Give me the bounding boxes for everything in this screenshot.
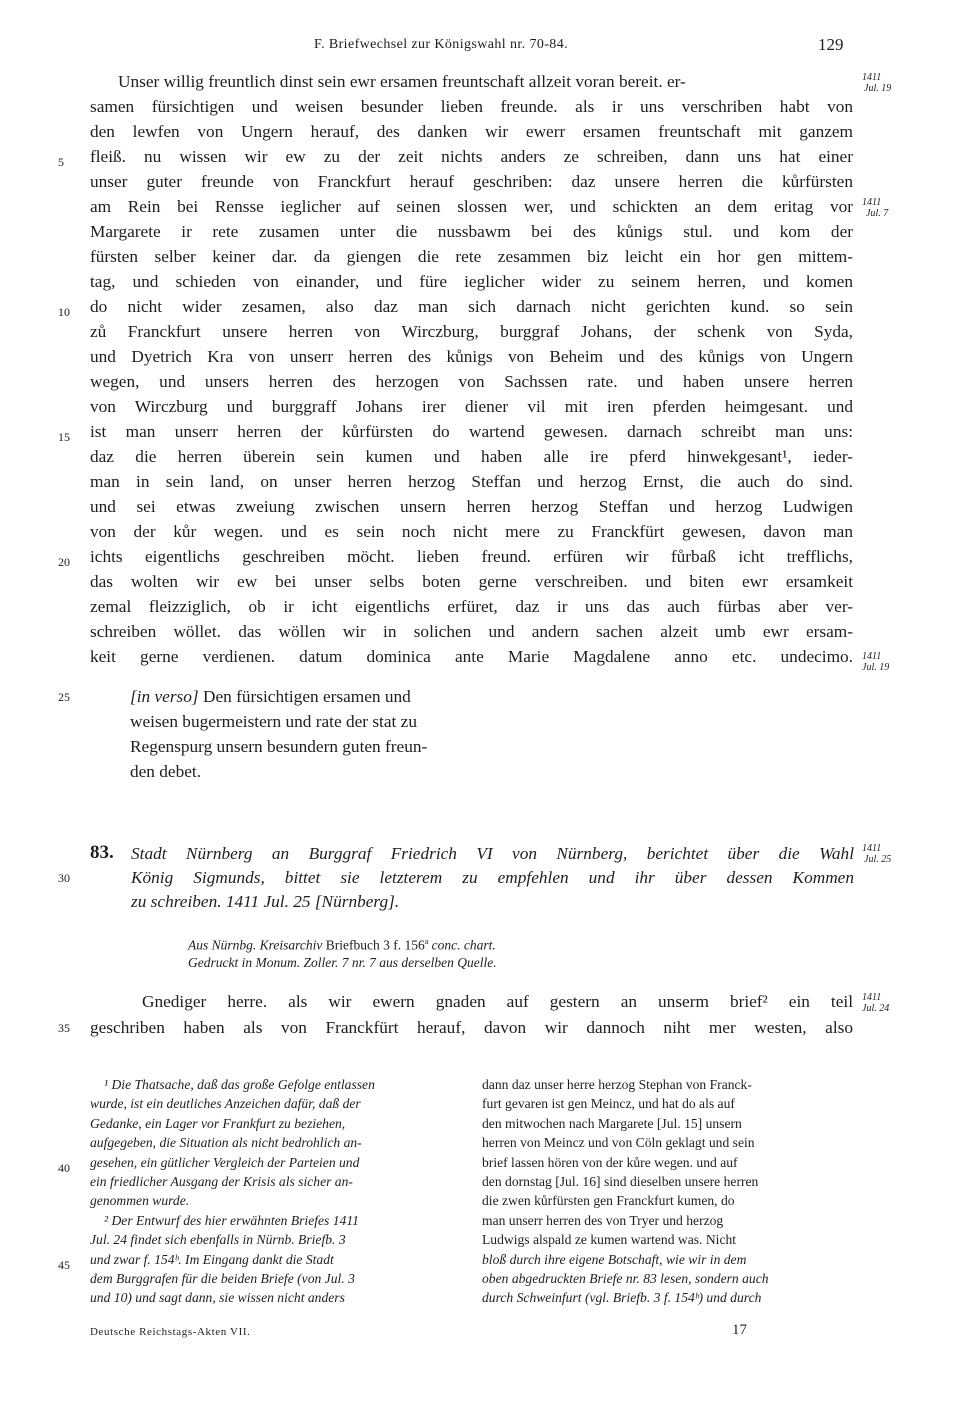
letter-text-line: zů Franckfurt unsere herren von Wirczburg, burggraf Johans, der schenk von Syda,: [90, 322, 853, 341]
letter-text-line: samen fürsichtigen und weisen besunder lieben freunde. als ir uns verschriben habt von: [90, 97, 853, 116]
footnote-line: man unserr herren des von Tryer und herzog: [482, 1212, 724, 1228]
letter-text-line: daz die herren überein sein kumen und haben alle ire pferd hinwekgesant¹, ieder-: [90, 447, 853, 466]
running-title: F. Briefwechsel zur Königswahl nr. 70-84.: [314, 37, 569, 52]
margin-date: 1411 Jul. 25: [862, 843, 892, 865]
margin-date: 1411 Jul. 19: [862, 72, 892, 94]
line-number: 10: [58, 305, 70, 319]
letter-text-line: zemal fleizziglich, ob ir icht eigentlichs erfüret, daz ir uns das auch fürbas aber ver-: [90, 597, 853, 616]
letter-text-line: tag, und schieden von einander, und füre ieglicher wider zu seinem herren, und komen: [90, 272, 853, 291]
footnote-line: bloß durch ihre eigene Botschaft, wie wir in dem: [482, 1251, 747, 1267]
letter-text-line: wegen, und unsers herren des herzogen von Sachssen rate. und haben unsere herren: [90, 372, 853, 391]
source-line: Gedruckt in Monum. Zoller. 7 nr. 7 aus derselben Quelle.: [188, 955, 497, 970]
margin-date: 1411 Jul. 7: [862, 197, 889, 219]
letter-text-line: ichts eigentlichs geschreiben möcht. lieben freund. erfüren wir fůrbaß icht trefflichs,: [90, 547, 853, 566]
entry-83-text-line: Gnediger herre. als wir ewern gnaden auf gestern an unserm brief² ein teil: [142, 992, 853, 1011]
footnote-line: die zwen kůrfürsten gen Franckfurt kumen, do: [482, 1193, 735, 1209]
line-number: 20: [58, 555, 70, 569]
margin-date: 1411 Jul. 19: [862, 651, 890, 673]
footnote-line: Gedanke, ein Lager vor Frankfurt zu beziehen,: [90, 1115, 346, 1131]
address-line: weisen bugermeistern und rate der stat zu: [130, 712, 417, 731]
letter-text-line: das wolten wir ew bei unser selbs boten gerne verschreiben. und biten ewr ersamkeit: [90, 572, 853, 591]
address-line: Regenspurg unsern besundern guten freun-: [130, 737, 428, 756]
letter-text-line: und Dyetrich Kra von unserr herren des kůnigs von Beheim und des kůnigs von Ungern: [90, 347, 853, 366]
letter-text-line: fürsten selber keiner dar. da giengen die rete zesammen biz leicht ein hor gen mittem-: [90, 247, 853, 266]
address-line: Den fürsichtigen ersamen und: [202, 687, 411, 706]
entry-heading-line: zu schreiben. 1411 Jul. 25 [Nürnberg].: [131, 892, 400, 911]
footnote-line: dem Burggrafen für die beiden Briefe (von Jul. 3: [90, 1271, 355, 1286]
line-number: 40: [58, 1161, 70, 1175]
letter-text-line: fleiß. nu wissen wir ew zu der zeit nichts anders ze schreiben, dann uns hat einer: [90, 147, 853, 166]
entry-heading-line: König Sigmunds, bittet sie letzterem zu empfehlen und ihr über dessen Kommen: [131, 868, 854, 887]
line-number: 45: [58, 1258, 70, 1272]
line-number: 25: [58, 690, 70, 704]
footnote-line: oben abgedruckten Briefe nr. 83 lesen, sondern auch: [482, 1271, 769, 1286]
footnote-line: ¹ Die Thatsache, daß das große Gefolge entlassen: [104, 1077, 375, 1092]
letter-text-line: do nicht wider zesamen, also daz man sich darnach nicht gerichten kund. so sein: [90, 297, 853, 316]
letter-text-line: Unser willig freuntlich dinst sein ewr ersamen freuntschaft allzeit voran bereit. er-: [118, 72, 686, 91]
letter-text-line: den lewfen von Ungern herauf, des danken wir ewerr ersamen freuntschaft mit ganzem: [90, 122, 853, 141]
footnote-line: genommen wurde.: [90, 1193, 190, 1209]
footnote-line: ein friedlicher Ausgang der Krisis als sicher an-: [90, 1174, 353, 1189]
entry-number: 83.: [90, 842, 114, 863]
footnote-line: aufgegeben, die Situation als nicht bedrohlich an-: [90, 1135, 362, 1151]
margin-date: 1411 Jul. 24: [862, 992, 890, 1014]
footnote-line: und zwar f. 154ᵇ. Im Eingang dankt die Stadt: [90, 1251, 334, 1267]
footnote-line: brief lassen hören von der kůre wegen. und auf: [482, 1154, 738, 1170]
in-verso-marker: [in verso]: [130, 687, 199, 706]
letter-text-line: man in sein land, on unser herren herzog Steffan und herzog Ernst, die auch do sind.: [90, 472, 853, 491]
letter-text-line: Margarete ir rete zusamen unter die nussbawm bei des kůnigs stul. und kom der: [90, 222, 853, 241]
footnote-line: wurde, ist ein deutliches Anzeichen dafür, daß der: [90, 1096, 361, 1112]
signature-title: Deutsche Reichstags-Akten VII.: [90, 1326, 251, 1338]
letter-text-line: und sei etwas zweiung zwischen unsern herren herzog Steffan und herzog Ludwigen: [90, 497, 853, 516]
line-number: 5: [58, 155, 64, 169]
entry-heading-line: Stadt Nürnberg an Burggraf Friedrich VI von Nürnberg, berichtet über die Wahl: [131, 844, 854, 863]
letter-text-line: von Wirczburg und burggraff Johans irer diener vil mit iren pferden heimgesant. und: [90, 397, 853, 416]
letter-text-line: ist man unserr herren der kůrfürsten do wartend gewesen. darnach schreibt man uns:: [90, 422, 853, 441]
line-number: 15: [58, 430, 70, 444]
page-number: 129: [818, 35, 844, 54]
entry-83-text-line: geschriben haben als von Franckfürt herauf, davon wir dannoch niht mer westen, also: [90, 1018, 853, 1037]
letter-text-line: unser guter freunde von Franckfurt herauf geschriben: daz unsere herren die kůrfürsten: [90, 172, 853, 191]
footnote-line: furt gevaren ist gen Meincz, und hat do als auf: [482, 1096, 735, 1112]
footnote-line: und 10) und sagt dann, sie wissen nicht anders: [90, 1290, 345, 1306]
footnote-line: den mitwochen nach Margarete [Jul. 15] unsern: [482, 1115, 742, 1131]
address-line: den debet.: [130, 762, 202, 781]
footnote-line: Ludwigs alspald ze kumen wartend was. Nicht: [482, 1232, 737, 1248]
footnote-line: dann daz unser herre herzog Stephan von Franck-: [482, 1077, 752, 1092]
footnote-line: herren von Meincz und von Cöln geklagt und sein: [482, 1135, 755, 1151]
letter-text-line: am Rein bei Rensse ieglicher auf seinen slossen wer, und schickten an dem eritag vor: [90, 197, 853, 216]
footnote-line: gesehen, ein gütlicher Vergleich der Parteien und: [90, 1154, 360, 1170]
footnote-line: den dornstag [Jul. 16] sind dieselben unsere herren: [482, 1174, 759, 1189]
letter-text-line: schreiben wöllet. das wöllen wir in solichen und andern sachen alzeit umb ewr ersam-: [90, 622, 853, 641]
signature-number: 17: [732, 1322, 747, 1338]
letter-text-line: von der kůr wegen. und es sein noch nicht mere zu Franckfürt gewesen, davon man: [90, 522, 853, 541]
footnote-line: ² Der Entwurf des hier erwähnten Briefes 1411: [104, 1212, 359, 1228]
line-number: 30: [58, 871, 70, 885]
letter-text-line: keit gerne verdienen. datum dominica ante Marie Magdalene anno etc. undecimo.: [90, 647, 853, 666]
footnote-line: durch Schweinfurt (vgl. Briefb. 3 f. 154ᵇ) und durch: [482, 1290, 762, 1306]
footnote-line: Jul. 24 findet sich ebenfalls in Nürnb. Briefb. 3: [90, 1232, 346, 1248]
line-number: 35: [58, 1021, 70, 1035]
source-line: Aus Nürnbg. Kreisarchiv Briefbuch 3 f. 156$^a$ conc. chart.: [188, 937, 496, 953]
